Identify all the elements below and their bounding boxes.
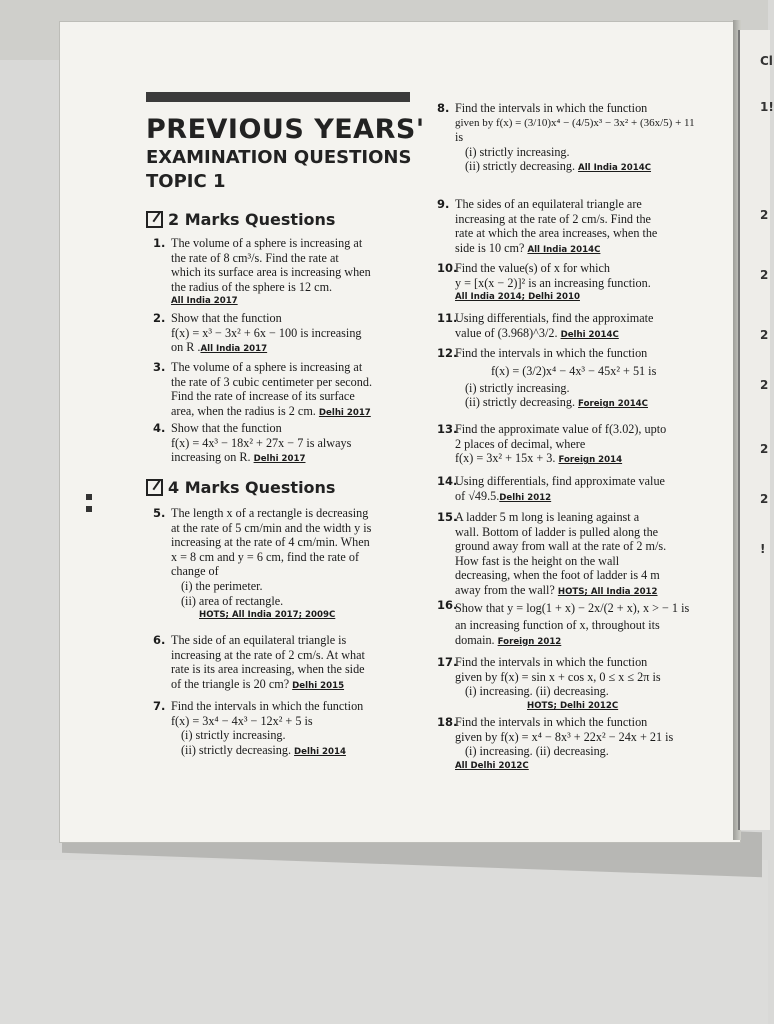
question-text: The side of an equilateral triangle is <box>171 633 347 647</box>
question-item <box>437 655 725 713</box>
question-item <box>437 422 725 468</box>
question-text: the radius of the sphere is 12 cm. <box>171 279 333 294</box>
question-subpart: (i) strictly increasing. <box>465 144 570 159</box>
question-subpart: (i) strictly increasing. <box>181 728 286 743</box>
question-text: Find the intervals in which the function <box>455 346 648 360</box>
edge-marker: 2 <box>760 442 769 456</box>
question-item <box>437 474 725 505</box>
question-text: side is 10 cm? <box>455 240 525 255</box>
question-text: rate at which the area increases, when the <box>455 226 658 241</box>
edge-marker: 2 <box>760 492 769 506</box>
section-label: 2 Marks Questions <box>168 210 336 229</box>
question-item <box>153 311 431 357</box>
exam-tag: All Delhi 2012C <box>455 760 529 771</box>
question-text: How fast is the height on the wall <box>455 553 620 568</box>
question-number: 17. <box>437 655 458 669</box>
edge-marker: 2 <box>760 268 769 282</box>
question-text: x = 8 cm and y = 6 cm, find the rate of <box>171 549 360 564</box>
edge-marker: 1! <box>760 100 774 114</box>
question-text: decreasing, when the foot of ladder is 4 m <box>455 568 660 583</box>
question-number: 6. <box>153 633 166 647</box>
question-item <box>153 633 431 693</box>
topic-heading: TOPIC 1 <box>146 171 226 192</box>
question-number: 4. <box>153 421 166 435</box>
question-text: A ladder 5 m long is leaning against a <box>455 510 640 524</box>
question-text: Using differentials, find the approximate <box>455 311 654 325</box>
question-number: 7. <box>153 699 166 713</box>
question-text: y = [x(x − 2)]² is an increasing function. <box>455 275 651 290</box>
question-text: Find the intervals in which the function <box>455 655 648 669</box>
question-text: Using differentials, find approximate value <box>455 474 665 488</box>
checkbox-icon <box>146 479 163 496</box>
checkbox-icon <box>146 211 163 228</box>
question-text: Find the rate of increase of its surface <box>171 389 355 404</box>
page-title: PREVIOUS YEARS' <box>146 114 425 145</box>
question-text: given by f(x) = (3/10)x⁴ − (4/5)x³ − 3x² + (36x/5) + 11 <box>455 116 695 129</box>
next-page-edge <box>738 30 774 830</box>
question-item <box>437 261 725 305</box>
question-text: area, when the radius is 2 cm. <box>171 403 316 418</box>
question-number: 1. <box>153 236 166 250</box>
question-number: 11. <box>437 311 458 325</box>
exam-tag: All India 2017 <box>200 344 268 355</box>
question-text: change of <box>171 564 219 579</box>
question-text: f(x) = x³ − 3x² + 6x − 100 is increasing <box>171 325 362 340</box>
question-item <box>437 346 725 412</box>
question-number: 14. <box>437 474 458 488</box>
question-text: Show that the function <box>171 421 282 435</box>
section-heading-2-marks <box>146 210 335 229</box>
question-subpart: (ii) area of rectangle. <box>181 593 284 608</box>
exam-tag: Delhi 2014C <box>560 329 619 340</box>
header-rule <box>146 92 410 102</box>
question-text: away from the wall? <box>455 582 555 597</box>
question-number: 16. <box>437 598 458 612</box>
exam-tag: Delhi 2017 <box>253 454 306 465</box>
section-heading-4-marks <box>146 478 335 497</box>
question-text: rate is its area increasing, when the side <box>171 662 365 677</box>
question-text: 2 places of decimal, where <box>455 436 586 451</box>
question-number: 12. <box>437 346 458 360</box>
question-item <box>153 360 431 420</box>
question-text: f(x) = 3x⁴ − 4x³ − 12x² + 5 is <box>171 713 313 728</box>
question-text: on R . <box>171 340 201 355</box>
exam-tag: All India 2014; Delhi 2010 <box>455 292 580 303</box>
question-text: increasing on R. <box>171 450 251 465</box>
question-number: 10. <box>437 261 458 275</box>
question-number: 9. <box>437 197 450 211</box>
question-text: Find the value(s) of x for which <box>455 261 611 275</box>
question-number: 5. <box>153 506 166 520</box>
exam-tag: All India 2014C <box>578 163 652 174</box>
question-text: given by f(x) = sin x + cos x, 0 ≤ x ≤ 2π is <box>455 669 661 684</box>
question-text: Find the intervals in which the function <box>171 699 364 713</box>
edge-marker: 2 <box>760 208 769 222</box>
question-text: The volume of a sphere is increasing at <box>171 360 363 374</box>
question-text: value of (3.968)^3/2. <box>455 325 558 340</box>
question-subpart: (i) increasing. (ii) decreasing. <box>465 744 609 759</box>
exam-tag: HOTS; Delhi 2012C <box>527 700 619 711</box>
question-text: increasing at the rate of 2 cm/s. At what <box>171 647 365 662</box>
question-item <box>437 311 725 342</box>
edge-marker: 2 <box>760 328 769 342</box>
question-item <box>153 506 431 623</box>
question-text: The volume of a sphere is increasing at <box>171 236 363 250</box>
edge-marker: ! <box>760 542 766 556</box>
question-subpart: (ii) strictly decreasing. <box>465 395 575 410</box>
question-text: f(x) = 4x³ − 18x² + 27x − 7 is always <box>171 435 352 450</box>
question-text: The length x of a rectangle is decreasing <box>171 506 369 520</box>
question-text: domain. <box>455 632 495 647</box>
question-item <box>437 715 725 773</box>
exam-tag: Delhi 2017 <box>318 407 371 418</box>
question-text: wall. Bottom of ladder is pulled along the <box>455 524 659 539</box>
question-number: 2. <box>153 311 166 325</box>
question-text: f(x) = 3x² + 15x + 3. <box>455 451 556 466</box>
question-text: at the rate of 5 cm/min and the width y is <box>171 520 372 535</box>
question-item <box>153 236 431 309</box>
photo-background-bottom <box>0 860 768 1024</box>
exam-tag: HOTS; All India 2017; 2009C <box>199 610 336 621</box>
edge-marker: Cl <box>760 54 773 68</box>
question-text: increasing at the rate of 4 cm/min. When <box>171 535 370 550</box>
question-number: 18. <box>437 715 458 729</box>
question-text: ground away from wall at the rate of 2 m/s. <box>455 539 667 554</box>
question-item <box>437 101 725 176</box>
question-subpart: (i) strictly increasing. <box>465 380 570 395</box>
question-number: 13. <box>437 422 458 436</box>
question-text: an increasing function of x, throughout its <box>455 618 660 632</box>
question-text: Find the intervals in which the function <box>455 715 648 729</box>
question-number: 3. <box>153 360 166 374</box>
section-label: 4 Marks Questions <box>168 478 336 497</box>
question-text: Find the approximate value of f(3.02), upto <box>455 422 667 436</box>
exam-tag: Foreign 2014C <box>578 399 648 410</box>
edge-marker: 2 <box>760 378 769 392</box>
question-subpart: (i) the perimeter. <box>181 578 263 593</box>
exam-tag: HOTS; All India 2012 <box>557 586 658 597</box>
question-text: Show that y = log(1 + x) − 2x/(2 + x), x > − 1 is <box>455 601 690 615</box>
exam-tag: Delhi 2012 <box>499 492 552 503</box>
question-text: of √49.5. <box>455 488 500 503</box>
question-subpart: (ii) strictly decreasing. <box>181 742 291 757</box>
question-text: Show that the function <box>171 311 282 325</box>
exam-tag: Delhi 2014 <box>294 746 346 757</box>
exam-tag: All India 2017 <box>171 296 238 307</box>
question-number: 15. <box>437 510 458 524</box>
question-number: 8. <box>437 101 450 115</box>
question-subpart: (ii) strictly decreasing. <box>465 159 575 174</box>
question-text: is <box>455 130 464 145</box>
question-item <box>437 197 725 257</box>
page-subtitle: EXAMINATION QUESTIONS <box>146 147 412 168</box>
exam-tag: All India 2014C <box>527 244 601 255</box>
question-text: Find the intervals in which the function <box>455 101 648 115</box>
question-item <box>437 510 725 600</box>
binding-mark <box>86 494 92 500</box>
question-text: The sides of an equilateral triangle are <box>455 197 642 211</box>
question-text: increasing at the rate of 2 cm/s. Find the <box>455 211 651 226</box>
question-text: f(x) = (3/2)x⁴ − 4x³ − 45x² + 51 is <box>491 363 657 378</box>
question-text: the rate of 3 cubic centimeter per second. <box>171 374 372 389</box>
question-item <box>437 598 725 649</box>
exam-tag: Foreign 2012 <box>497 636 562 647</box>
exam-tag: Delhi 2015 <box>292 680 345 691</box>
question-subpart: (i) increasing. (ii) decreasing. <box>465 684 609 699</box>
question-item <box>153 699 431 759</box>
question-item <box>153 421 431 467</box>
question-text: which its surface area is increasing when <box>171 265 371 280</box>
exam-tag: Foreign 2014 <box>558 455 623 466</box>
question-text: given by f(x) = x⁴ − 8x³ + 22x² − 24x + 21 is <box>455 729 674 744</box>
binding-mark <box>86 506 92 512</box>
question-text: of the triangle is 20 cm? <box>171 676 290 691</box>
question-text: the rate of 8 cm³/s. Find the rate at <box>171 250 339 265</box>
